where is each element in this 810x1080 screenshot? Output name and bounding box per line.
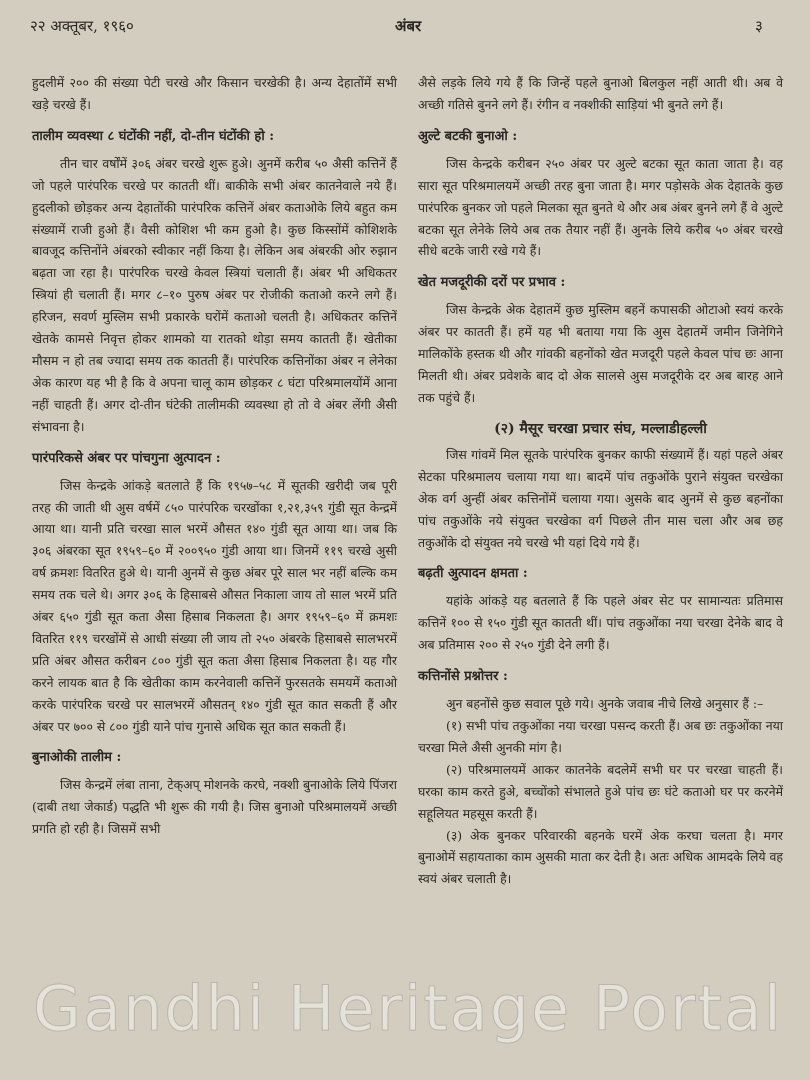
left-paragraph-2: जिस केन्द्रके आंकड़े बतलाते हैं कि १९५७–५८ में सूतकी खरीदी जब पूरी तरह की जाती थी अुस वर्षमें ८५० पारंपरिक चरखोंका १,२१,३५९ गुंडी सूत केन्द्रमें आया था। यानी प्रति चरखा साल भरमें औसत १४० गुंडी सूत आया था। जब कि ३०६ अंबरका सूत १९५९–६० में २००९५० गुंडी आया था। जिनमें ११९ चरखे अुसी वर्ष क्रमशः वितरित हुअे थे। यानी अुनमें से कुछ अंबर पूरे साल भर नहीं बल्कि कम समय तक चले थे। अगर ३०६ के हिसाबसे औसत निकाला जाय तो साल भरमें प्रति अंबर ६५० गुंडी सूत कता अैसा हिसाब निकलता है। अगर १९५९–६० में क्रमशः वितरित ११९ चरखोंमें से आधी संख्या ली जाय तो २५० अंबरके हिसाबसे सालभरमें प्रति अंबर औसत करीबन ८०० गुंडी सूत कता अैसा हिसाब निकलता है। यह गौर करने लायक बात है कि खेतीका काम करनेवाली कत्तिनें फुरसतके समयमें कताओ करके पारंपरिक चरखे पर सालभरमें औसतन् १४० गुंडी सूत कात सकती हैं और अंबर पर ७०० से ८०० गुंडी याने पांच गुनासे अधिक सूत कात सकती हैं।: [32, 477, 397, 734]
right-paragraph-5: अुन बहनोंसे कुछ सवाल पूछे गये। अुनके जवाब नीचे लिखे अनुसार हैं :–: [446, 696, 764, 712]
right-heading-2: खेत मजदूरीकी दरों पर प्रभाव :: [418, 275, 566, 291]
left-heading-3: बुनाओकी तालीम :: [32, 750, 122, 766]
right-heading-3: बढ़ती अुत्पादन क्षमता :: [418, 566, 528, 582]
left-paragraph-0: हुदलीमें २०० की संख्या पेटी चरखे और किसान चरखेकी है। अन्य देहातोंमें सभी खड़े चरखे हैं।: [32, 75, 397, 112]
right-column: [418, 72, 783, 890]
left-heading-1: तालीम व्यवस्था ८ घंटोंकी नहीं, दो-तीन घंटोंकी हो :: [32, 128, 275, 144]
issue-date: २२ अक्तूबर, १९६०: [30, 17, 134, 35]
left-heading-2: पारंपरिकसे अंबर पर पांचगुना अुत्पादन :: [32, 450, 221, 466]
answer-3: (३) अेक बुनकर परिवारकी बहनके घरमें अेक करघा चलता है। मगर बुनाओमें सहायताका काम अुसकी माता कर देती है। अतः अधिक आमदके लिये वह स्वयं अंबर चलाती है।: [418, 827, 783, 887]
journal-title: अंबर: [395, 17, 422, 35]
right-heading-4: कत्तिनोंसे प्रश्नोत्तर :: [418, 669, 508, 685]
left-column: [32, 72, 397, 840]
left-paragraph-3: जिस केन्द्रमें लंबा ताना, टेक्अप् मोशनके करघे, नक्शी बुनाओके लिये पिंजरा (दाबी तथा जेकार्ड) पद्धति भी शुरू की गयी है। जिस बुनाओ परिश्रमालयमें अच्छी प्रगति हो रही है। जिसमें सभी: [32, 777, 397, 837]
watermark: Gandhi Heritage Portal: [32, 972, 784, 1045]
page-number: ३: [755, 17, 763, 35]
right-paragraph-2: जिस केन्द्रके अेक देहातमें कुछ मुस्लिम बहनें कपासकी ओटाओ स्वयं करके अंबर पर कातती हैं। हमें यह भी बताया गया कि अुस देहातमें जमीन जिनेगिने मालिकोंके हस्तक थी और गांवकी बहनोंको खेत मजदूरी पहले केवल पांच छः आना मिलती थी। अंबर प्रवेशके बाद दो अेक सालसे अुस मजदूरीके दर अब बारह आने तक पहुंचे हैं।: [418, 302, 783, 405]
answer-2: (२) परिश्रमालयमें आकर कातनेके बदलेमें सभी घर पर चरखा चाहती हैं। घरका काम करते हुअे, बच्चोंको संभालते हुअे पांच छः घंटे कताओ घर पर करनेमें सहूलियत महसूस करती हैं।: [418, 761, 783, 821]
section-heading: (२) मैसूर चरखा प्रचार संघ, मल्लाडीहल्ली: [494, 420, 707, 437]
right-paragraph-3: जिस गांवमें मिल सूतके पारंपरिक बुनकर काफी संख्यामें हैं। यहां पहले अंबर सेटका परिश्रमालय चलाया गया था। बादमें पांच तकुओंके पुराने संयुक्त चरखेका अेक वर्ग अुन्हीं अंबर कत्तिनोंमें चलाया गया। अुसके बाद अुनमें से कुछ बहनोंका पांच तकुओंके नये संयुक्त चरखेका वर्ग पिछले तीन मास चला और अब छह तकुओंके दो संयुक्त नये चरखे भी यहां दिये गये हैं।: [418, 446, 783, 550]
left-paragraph-1: तीन चार वर्षोंमें ३०६ अंबर चरखे शुरू हुअे। अुनमें करीब ५० अैसी कत्तिनें हैं जो पहले पारंपरिक चरखे पर कातती थीं। बाकीके सभी अंबर कातनेवाले नये हैं। हुदलीको छोड़कर अन्य देहातोंकी पारंपरिक कत्तिनें अंबर कताओके लिये बहुत कम संख्यामें राजी हुओ हैं। वैसी कोशिश भी कम हुओ है। कुछ किस्सोंमें कोशिशके बावजूद कत्तिनोंने अंबरको स्वीकार नहीं किया है। लेकिन अब अंबरकी ओर रुझान बढ़ता जा रहा है। पारंपरिक चरखे केवल स्त्रियां चलाती हैं। अंबर भी अधिकतर स्त्रियां ही चलाती हैं। मगर ८–१० पुरुष अंबर पर रोजीकी कताओ करने लगे हैं। हरिजन, सवर्ण मुस्लिम सभी प्रकारके घरोंमें कताओ चलती है। अधिकतर कत्तिनें खेतके कामसे निवृत्त होकर शामको या रातको थोड़ा समय कातती हैं। खेतीका मौसम न हो तब ज्यादा समय तक कातती हैं। पारंपरिक कत्तिनोंका अंबर न लेनेका अेक कारण यह भी है कि वे अपना चालू काम छोड़कर ८ घंटा परिश्रमालयोंमें आना नहीं चाहती हैं। अगर दो-तीन घंटेकी तालीमकी व्यवस्था हो तो वे अंबर लेंगी अैसी संभावना है।: [32, 155, 397, 434]
right-paragraph-1: जिस केन्द्रके करीबन २५० अंबर पर अुल्टे बटका सूत काता जाता है। वह सारा सूत परिश्रमालयमें अच्छी तरह बुना जाता है। मगर पड़ोसके अेक देहातके कुछ पारंपरिक बुनकर जो पहले मिलका सूत बुनते थे और अब अंबर बुनने लगे हैं वे अुल्टे बटका सूत लेनेके लिये अब तक तैयार नहीं हैं। अुनके लिये करीब ५० अंबर चरखे सीधे बटके जारी रखे गये हैं।: [418, 155, 783, 259]
right-heading-1: अुल्टे बटकी बुनाओ :: [418, 128, 518, 144]
right-paragraph-4: यहांके आंकड़े यह बतलाते हैं कि पहले अंबर सेट पर सामान्यतः प्रतिमास कत्तिनें १०० से १५० गुंडी सूत कातती थीं। पांच तकुओंका नया चरखा देनेके बाद वे अब प्रतिमास २०० से २५० गुंडी देने लगी हैं।: [418, 593, 783, 653]
answer-1: (१) सभी पांच तकुओंका नया चरखा पसन्द करती हैं। अब छः तकुओंका नया चरखा मिले अैसी अुनकी मांग है।: [418, 718, 783, 755]
right-paragraph-0: अैसे लड़के लिये गये हैं कि जिन्हें पहले बुनाओ बिलकुल नहीं आती थी। अब वे अच्छी गतिसे बुनने लगे हैं। रंगीन व नक्शीकी साड़ियां भी बुनते लगे हैं।: [418, 75, 783, 112]
